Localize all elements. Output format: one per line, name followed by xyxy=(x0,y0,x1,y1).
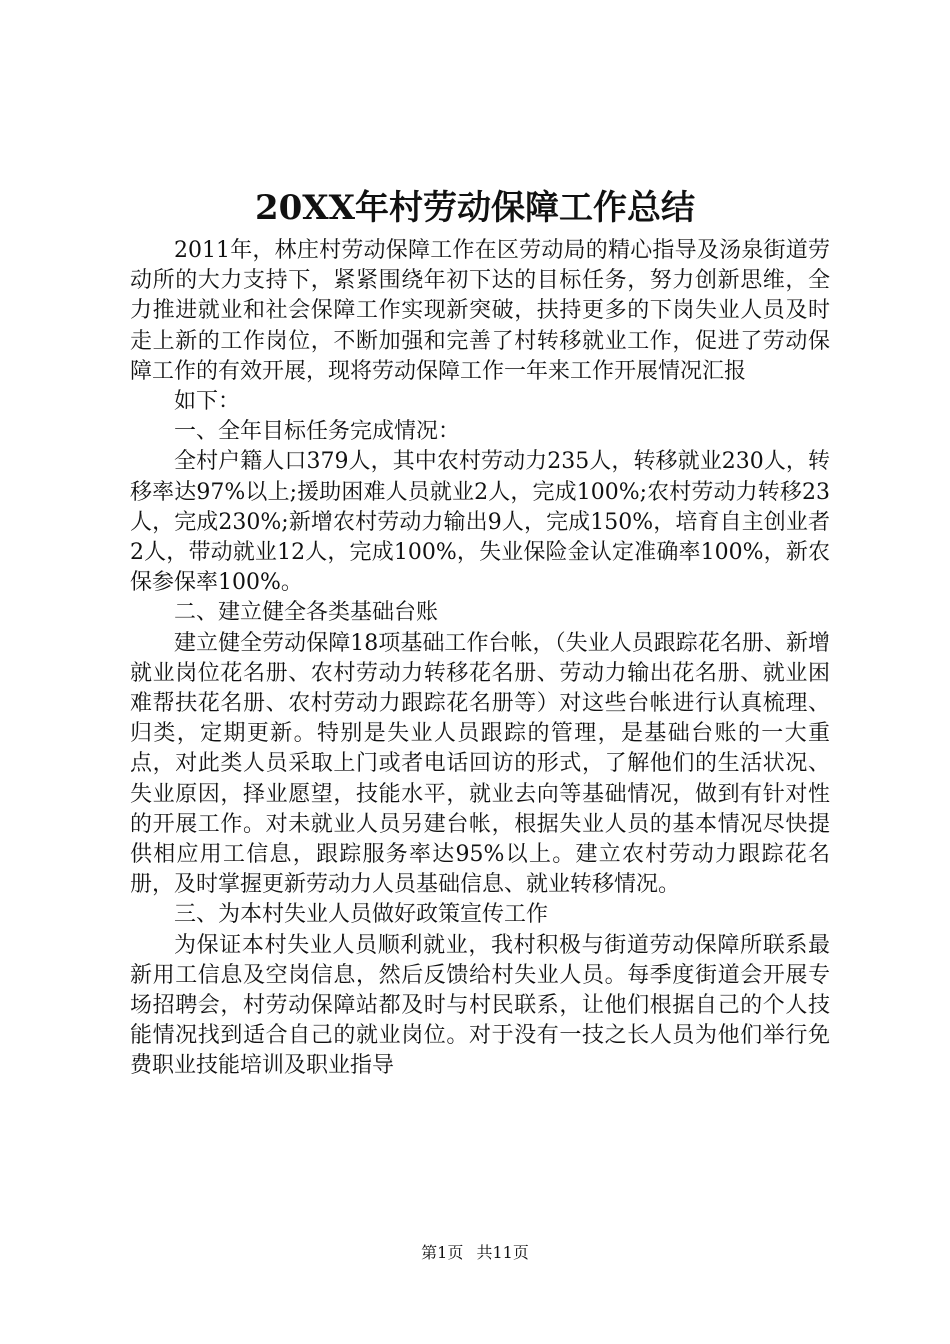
paragraph-targets: 全村户籍人口379人，其中农村劳动力235人，转移就业230人，转移率达97%以上;援助困难人员就业2人，完成100%;农村劳动力转移23人，完成230%;新增农村劳动力输出9人，完成150%，培育自主创业者2人，带动就业12人，完成100%，失业保险金认定准确率100%，新农保参保率100%。 xyxy=(130,449,830,596)
page-total: 共11页 xyxy=(476,1243,529,1262)
document-title: 20XX年村劳动保障工作总结 xyxy=(254,188,696,228)
paragraph-ledgers: 建立健全劳动保障18项基础工作台帐，（失业人员跟踪花名册、新增就业岗位花名册、农村劳动力转移花名册、劳动力输出花名册、就业困难帮扶花名册、农村劳动力跟踪花名册等）对这些台帐进行认真梳理、归类，定期更新。特别是失业人员跟踪的管理，是基础台账的一大重点，对此类人员采取上门或者电话回访的形式，了解他们的生活状况、失业原因，择业愿望，技能水平，就业去向等基础情况，做到有针对性的开展工作。对未就业人员另建台帐，根据失业人员的基本情况尽快提供相应用工信息，跟踪服务率达95%以上。建立农村劳动力跟踪花名册，及时掌握更新劳动力人员基础信息、就业转移情况。 xyxy=(130,630,830,898)
paragraph-intro: 2011年，林庄村劳动保障工作在区劳动局的精心指导及汤泉街道劳动所的大力支持下，紧紧围绕年初下达的目标任务，努力创新思维，全力推进就业和社会保障工作实现新突破，扶持更多的下岗失业人员及时走上新的工作岗位，不断加强和完善了村转移就业工作，促进了劳动保障工作的有效开展，现将劳动保障工作一年来工作开展情况汇报 xyxy=(130,238,830,384)
section-heading-2: 二、建立健全各类基础台账 xyxy=(174,600,439,626)
page-footer xyxy=(0,1242,950,1264)
section-heading-3: 三、为本村失业人员做好政策宣传工作 xyxy=(174,902,549,928)
paragraph-policy: 为保证本村失业人员顺利就业，我村积极与街道劳动保障所联系最新用工信息及空岗信息，然后反馈给村失业人员。每季度街道会开展专场招聘会，村劳动保障站都及时与村民联系，让他们根据自己的个人技能情况找到适合自己的就业岗位。对于没有一技之长人员为他们举行免费职业技能培训及职业指导 xyxy=(130,932,830,1079)
section-heading-1: 一、全年目标任务完成情况： xyxy=(174,419,461,445)
document-body xyxy=(130,236,830,1082)
paragraph-as-follows: 如下： xyxy=(174,389,241,415)
page-number: 第1页 xyxy=(421,1243,464,1262)
